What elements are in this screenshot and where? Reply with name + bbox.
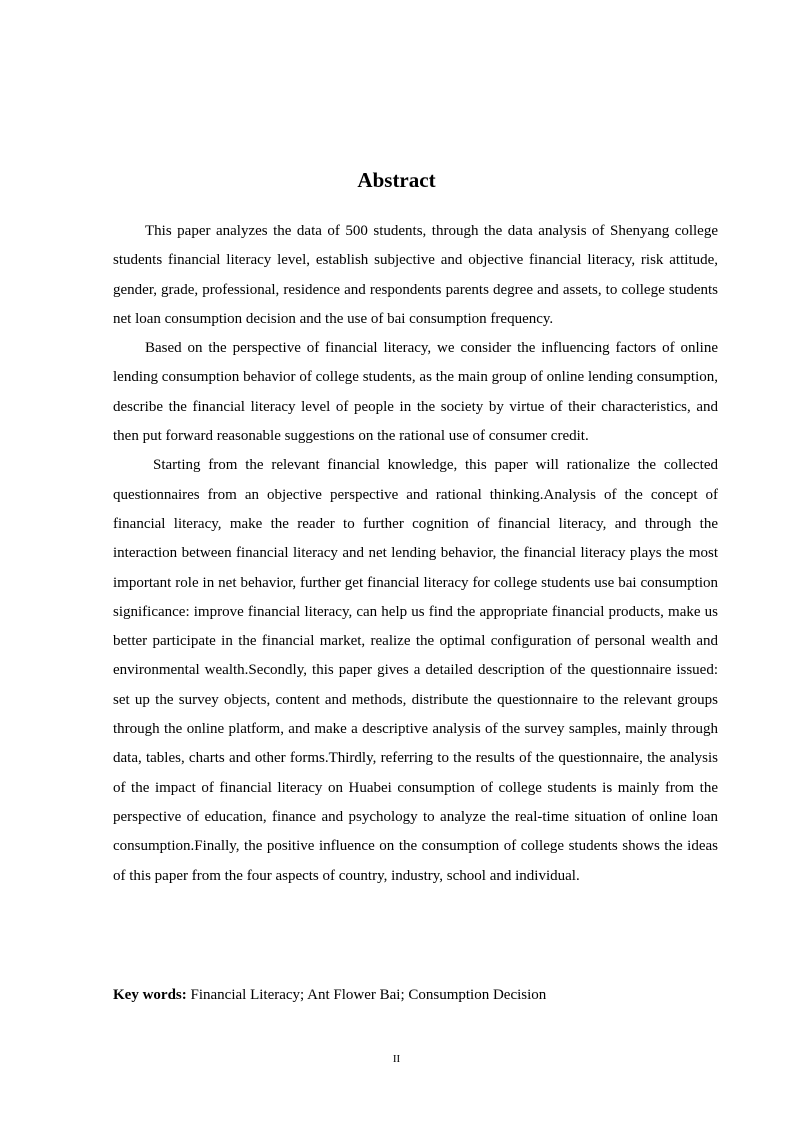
abstract-title: Abstract	[357, 168, 436, 192]
abstract-paragraph-1: This paper analyzes the data of 500 students, through the data analysis of Shenyang college students financial literacy level, establish subjective and objective financial literacy, risk attitude, gender, grade, professional, residence and respondents parents degree and assets, to college students net loan consumption decision and the use of bai consumption frequency.	[113, 223, 718, 327]
keywords-label: Key words:	[113, 987, 187, 1003]
keywords-value: Financial Literacy; Ant Flower Bai; Consumption Decision	[190, 987, 547, 1003]
abstract-body	[113, 217, 718, 891]
abstract-paragraph-2: Based on the perspective of financial literacy, we consider the influencing factors of online lending consumption behavior of college students, as the main group of online lending consumption, describe the financial literacy level of people in the society by virtue of their characteristics, and then put forward reasonable suggestions on the rational use of consumer credit.	[113, 340, 718, 445]
page-number: II	[392, 1053, 401, 1065]
keywords-line	[113, 981, 718, 1009]
abstract-paragraph-3: Starting from the relevant financial knowledge, this paper will rationalize the collected questionnaires from an objective perspective and rational thinking.Analysis of the concept of financial literacy, make the reader to further cognition of financial literacy, and through the interaction between financial literacy and net lending behavior, the financial literacy plays the most important role in net behavior, further get financial literacy for college students use bai consumption significance: improve financial literacy, can help us find the appropriate financial products, make us better participate in the financial market, realize the optimal configuration of personal wealth and environmental wealth.Secondly, this paper gives a detailed description of the questionnaire issued: set up the survey objects, content and methods, distribute the questionnaire to the relevant groups through the online platform, and make a descriptive analysis of the survey samples, mainly through data, tables, charts and other forms.Thirdly, referring to the results of the questionnaire, the analysis of the impact of financial literacy on Huabei consumption of college students is mainly from the perspective of education, finance and psychology to analyze the real-time situation of online loan consumption.Finally, the positive influence on the consumption of college students shows the ideas of this paper from the four aspects of country, industry, school and individual.	[113, 457, 718, 884]
